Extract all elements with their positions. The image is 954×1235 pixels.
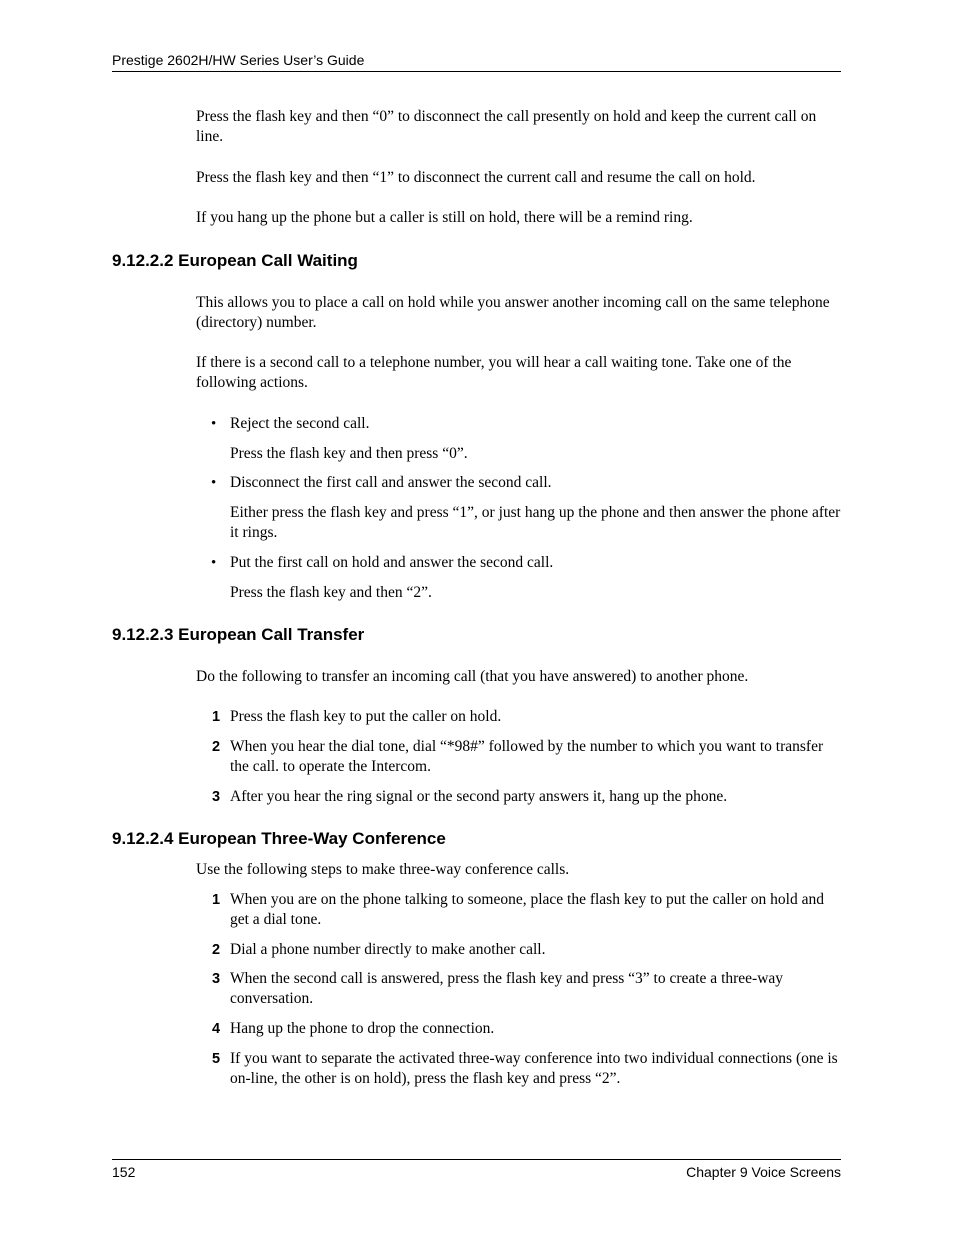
call-waiting-option-3: Put the first call on hold and answer the second call. <box>230 554 554 571</box>
call-waiting-option-3-detail: Press the flash key and then “2”. <box>230 584 432 601</box>
intro-paragraph-3: If you hang up the phone but a caller is still on hold, there will be a remind ring. <box>196 209 693 226</box>
call-waiting-option-2: Disconnect the first call and answer the second call. <box>230 474 552 491</box>
heading-european-call-waiting: 9.12.2.2 European Call Waiting <box>112 251 358 270</box>
step-number: 2 <box>212 739 221 755</box>
call-transfer-step-1: Press the flash key to put the caller on hold. <box>230 708 502 725</box>
page-number: 152 <box>112 1164 136 1180</box>
intro-paragraph-2: Press the flash key and then “1” to disconnect the current call and resume the call on hold. <box>196 169 756 186</box>
call-waiting-paragraph-2: If there is a second call to a telephone number, you will hear a call waiting tone. Take one of the following actions. <box>196 354 792 391</box>
step-number: 1 <box>212 709 221 725</box>
conference-step-2: Dial a phone number directly to make another call. <box>230 941 546 958</box>
page-header <box>112 51 841 72</box>
call-transfer-paragraph: Do the following to transfer an incoming call (that you have answered) to another phone. <box>196 668 749 685</box>
conference-step-5: If you want to separate the activated three-way conference into two individual connections (one is on-line, the other is on hold), press the flash key and press “2”. <box>230 1050 838 1087</box>
conference-step-4: Hang up the phone to drop the connection. <box>230 1020 495 1037</box>
page-footer <box>112 1159 841 1181</box>
call-waiting-option-1-detail: Press the flash key and then press “0”. <box>230 445 468 462</box>
conference-step-3: When the second call is answered, press the flash key and press “3” to create a three-way conversation. <box>230 970 784 1007</box>
conference-paragraph: Use the following steps to make three-way conference calls. <box>196 861 570 878</box>
bullet-icon: • <box>211 475 217 491</box>
call-transfer-step-3: After you hear the ring signal or the second party answers it, hang up the phone. <box>230 788 728 805</box>
step-number: 3 <box>212 789 221 805</box>
heading-european-call-transfer: 9.12.2.3 European Call Transfer <box>112 625 365 644</box>
step-number: 4 <box>212 1021 221 1037</box>
step-number: 3 <box>212 971 221 987</box>
step-number: 5 <box>212 1051 221 1067</box>
conference-step-1: When you are on the phone talking to someone, place the flash key to put the caller on hold and get a dial tone. <box>230 891 824 928</box>
call-waiting-option-1: Reject the second call. <box>230 415 370 432</box>
bullet-icon: • <box>211 416 217 432</box>
bullet-icon: • <box>211 555 217 571</box>
call-waiting-paragraph-1: This allows you to place a call on hold while you answer another incoming call on the same telephone (directory) number. <box>196 294 830 331</box>
document-title: Prestige 2602H/HW Series User’s Guide <box>112 52 365 68</box>
call-waiting-option-2-detail: Either press the flash key and press “1”, or just hang up the phone and then answer the phone after it rings. <box>230 504 841 541</box>
call-transfer-step-2: When you hear the dial tone, dial “*98#” followed by the number to which you want to transfer the call. to operate the Intercom. <box>230 738 824 775</box>
step-number: 2 <box>212 942 221 958</box>
heading-european-three-way-conference: 9.12.2.4 European Three-Way Conference <box>112 829 446 848</box>
intro-paragraph-1: Press the flash key and then “0” to disconnect the call presently on hold and keep the current call on line. <box>196 108 817 145</box>
step-number: 1 <box>212 892 221 908</box>
chapter-title: Chapter 9 Voice Screens <box>686 1164 841 1180</box>
